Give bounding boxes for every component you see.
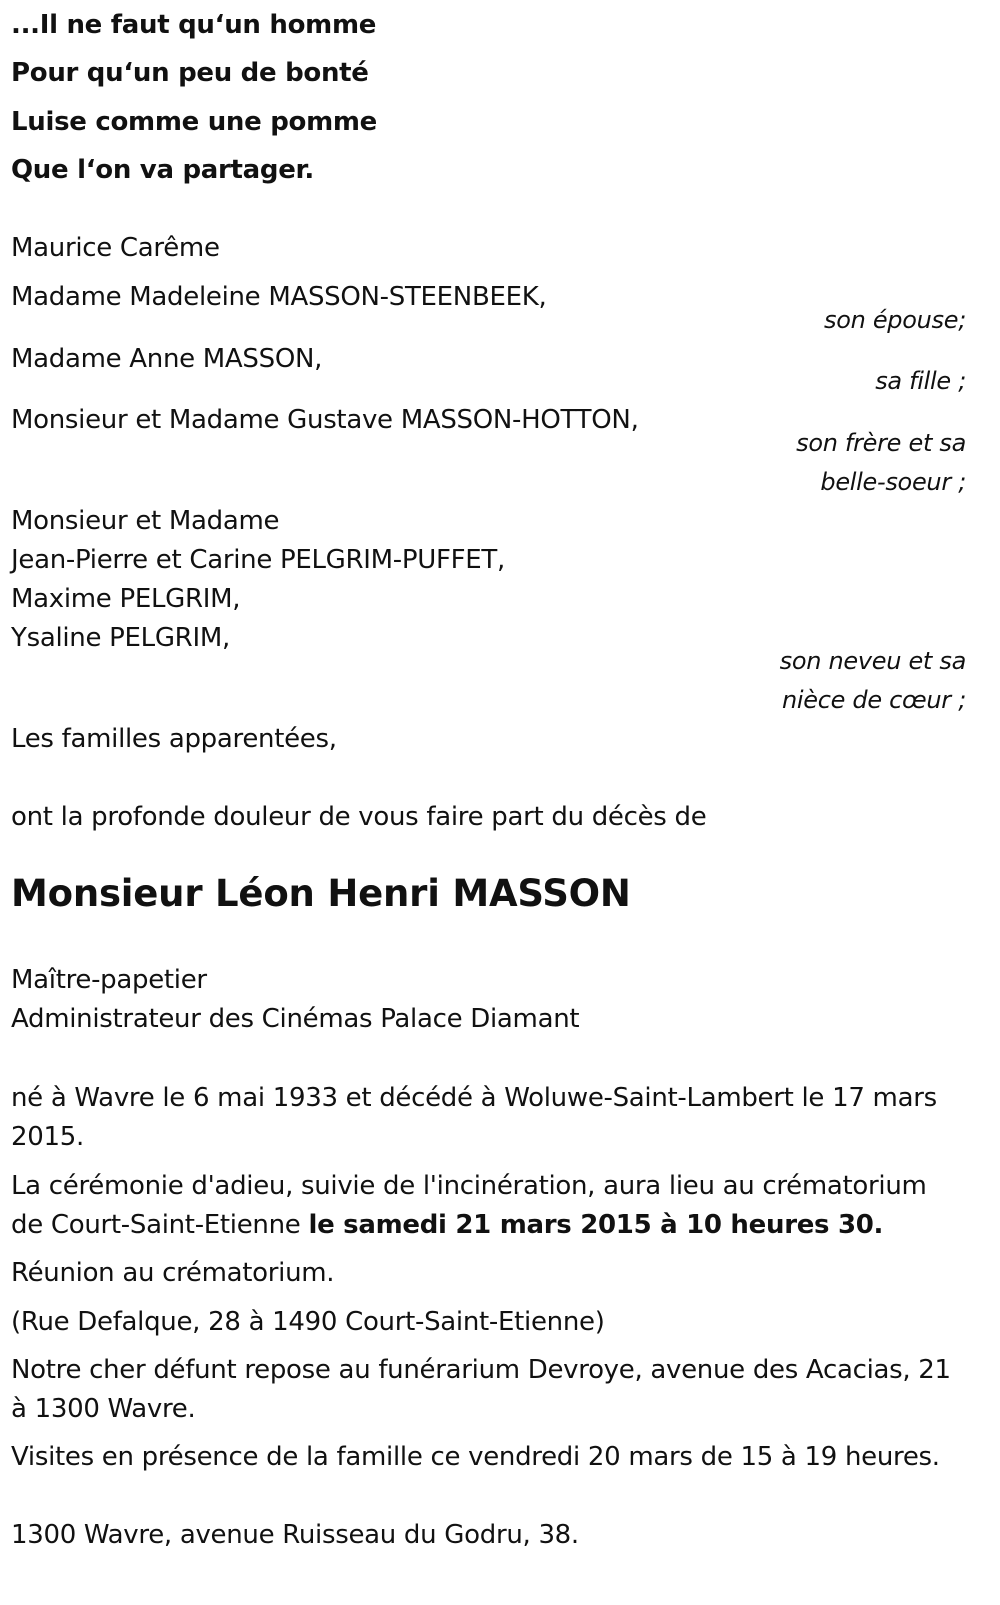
family-address: 1300 Wavre, avenue Ruisseau du Godru, 38. — [11, 1520, 579, 1550]
family-member-name: Jean-Pierre et Carine PELGRIM-PUFFET, — [11, 545, 505, 575]
family-member-name: Madame Madeleine MASSON-STEENBEEK, — [11, 282, 547, 312]
poem-author: Maurice Carême — [11, 233, 220, 263]
family-member-relation: belle-soeur ; — [820, 468, 966, 496]
family-member-name: Monsieur et Madame — [11, 506, 280, 536]
family-member-relation: nièce de cœur ; — [781, 686, 966, 714]
repose-text: Notre cher défunt repose au funérarium Devroye, avenue des Acacias, 21 — [11, 1355, 951, 1385]
poem-line: Pour qu‘un peu de bonté — [11, 58, 369, 88]
related-families: Les familles apparentées, — [11, 724, 337, 754]
family-member-name: Monsieur et Madame Gustave MASSON-HOTTON, — [11, 405, 639, 435]
family-member-relation: son frère et sa — [796, 429, 966, 457]
family-member-relation: sa fille ; — [875, 367, 966, 395]
poem-line: Que l‘on va partager. — [11, 155, 314, 185]
deceased-title: Administrateur des Cinémas Palace Diamant — [11, 1004, 580, 1034]
deceased-title: Maître-papetier — [11, 965, 207, 995]
ceremony-date-time: le samedi 21 mars 2015 à 10 heures 30. — [308, 1210, 884, 1240]
ceremony-location: de Court-Saint-Etienne — [11, 1210, 309, 1240]
family-member-name: Maxime PELGRIM, — [11, 584, 241, 614]
family-member-name: Madame Anne MASSON, — [11, 344, 323, 374]
poem-line: ...Il ne faut qu‘un homme — [11, 10, 377, 40]
deceased-name: Monsieur Léon Henri MASSON — [11, 872, 631, 915]
ceremony-text: La cérémonie d'adieu, suivie de l'incinération, aura lieu au crématorium — [11, 1171, 927, 1201]
reunion-text: Réunion au crématorium. — [11, 1258, 335, 1288]
poem-line: Luise comme une pomme — [11, 107, 377, 137]
birth-death-text: né à Wavre le 6 mai 1933 et décédé à Woluwe-Saint-Lambert le 17 mars — [11, 1083, 937, 1113]
family-member-relation: son épouse; — [824, 306, 966, 334]
ceremony-text — [11, 1208, 883, 1242]
crematorium-address: (Rue Defalque, 28 à 1490 Court-Saint-Etienne) — [11, 1307, 605, 1337]
family-member-relation: son neveu et sa — [779, 647, 966, 675]
family-member-name: Ysaline PELGRIM, — [11, 623, 230, 653]
repose-text: à 1300 Wavre. — [11, 1394, 196, 1424]
announcement-text: ont la profonde douleur de vous faire part du décès de — [11, 802, 707, 832]
visits-text: Visites en présence de la famille ce vendredi 20 mars de 15 à 19 heures. — [11, 1442, 940, 1472]
birth-death-text: 2015. — [11, 1122, 84, 1152]
